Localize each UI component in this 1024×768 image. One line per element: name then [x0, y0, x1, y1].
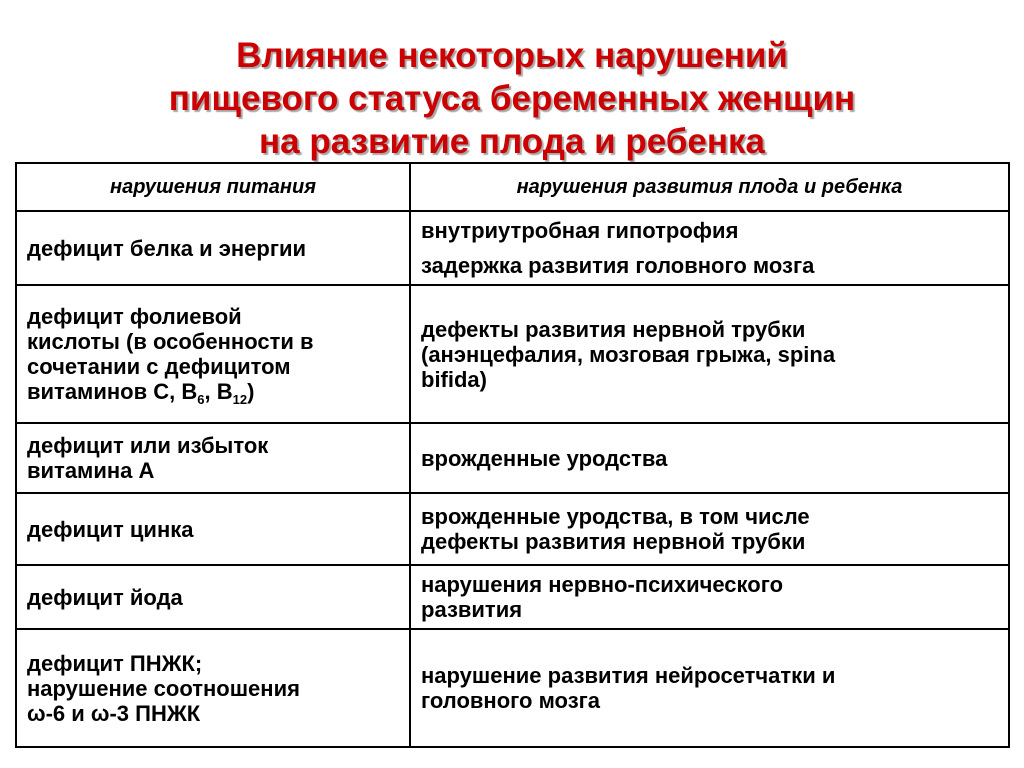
- table-cell-effect: [410, 211, 1009, 285]
- table-row: [16, 211, 1009, 285]
- cell-text: врожденные уродства, в том числе: [421, 504, 810, 529]
- cell-text: дефицит ПНЖК;: [27, 650, 203, 676]
- cell-text: нарушения нервно-психического: [421, 572, 784, 597]
- cell-text: сочетании с дефицитом: [27, 354, 291, 379]
- cell-text: нарушение соотношения: [27, 675, 300, 701]
- cell-text: дефекты развития нервной трубки: [421, 316, 806, 342]
- title-line-2: пищевого статуса беременных женщин: [168, 79, 856, 118]
- cell-text: дефицит или избыток: [27, 433, 269, 458]
- header-nutrition-disorders: нарушения питания: [16, 163, 410, 211]
- table-cell-disorder: [16, 285, 410, 423]
- slide-title: [0, 34, 1024, 163]
- nutrition-disorders-table: [15, 162, 1010, 748]
- table-row: [16, 629, 1009, 747]
- table-row: [16, 565, 1009, 629]
- title-line-3: на развитие плода и ребенка: [259, 122, 765, 161]
- cell-text: задержка развития головного мозга: [421, 253, 815, 278]
- cell-text: кислоты (в особенности в: [27, 329, 314, 354]
- table-header-row: [16, 163, 1009, 211]
- title-line-1: Влияние некоторых нарушений: [236, 36, 788, 75]
- cell-text: дефицит цинка: [27, 516, 194, 542]
- table-cell-effect: [410, 285, 1009, 423]
- cell-text: нарушение развития нейросетчатки и: [421, 663, 836, 688]
- table-cell-disorder: [16, 565, 410, 629]
- cell-text: дефекты развития нервной трубки: [421, 529, 806, 554]
- cell-text: головного мозга: [421, 688, 601, 713]
- table-cell-disorder: [16, 629, 410, 747]
- cell-text: (анэнцефалия, мозговая грыжа, spina: [421, 341, 836, 367]
- table-cell-effect: [410, 423, 1009, 493]
- cell-text: дефицит белка и энергии: [27, 235, 307, 261]
- table-cell-disorder: [16, 211, 410, 285]
- cell-text: bifida): [421, 366, 487, 392]
- cell-text: дефицит фолиевой: [27, 304, 242, 329]
- table-row: [16, 285, 1009, 423]
- cell-text: ω-6 и ω-3 ПНЖК: [27, 700, 201, 726]
- table-cell-disorder: [16, 423, 410, 493]
- cell-text: витамина А: [27, 458, 155, 483]
- cell-text: врожденные уродства: [421, 445, 668, 471]
- cell-text-vitamins: витаминов С, $В_6$, $В_{12}$): [27, 379, 255, 407]
- table-cell-effect: [410, 629, 1009, 747]
- table-cell-disorder: [16, 493, 410, 565]
- table-row: [16, 493, 1009, 565]
- table-cell-effect: [410, 493, 1009, 565]
- cell-text: внутриутробная гипотрофия: [421, 218, 739, 243]
- table-row: [16, 423, 1009, 493]
- table-cell-effect: [410, 565, 1009, 629]
- header-development-disorders: нарушения развития плода и ребенка: [410, 163, 1009, 211]
- cell-text: развития: [421, 597, 523, 622]
- cell-text: дефицит йода: [27, 584, 183, 610]
